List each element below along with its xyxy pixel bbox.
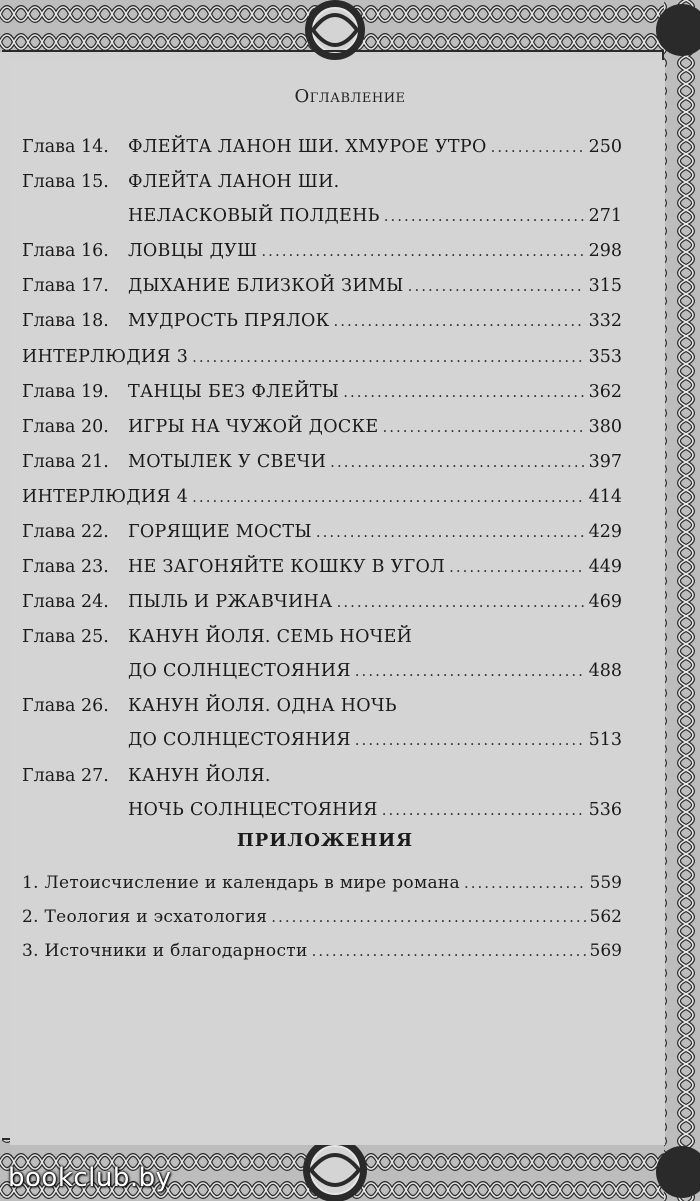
- toc-entry: [22, 689, 622, 757]
- toc-entry: [22, 585, 622, 619]
- chapter-title: НЕЛАСКОВЫЙ ПОЛДЕНЬ: [128, 206, 380, 227]
- dot-leader: [355, 654, 585, 688]
- toc-entry: [22, 375, 622, 409]
- toc-entry-line: [22, 585, 622, 619]
- toc-entry: [22, 759, 622, 827]
- dot-leader: [384, 199, 585, 233]
- appendix-entry: [22, 866, 622, 900]
- toc-entry-line: [22, 480, 622, 514]
- chapter-label: Глава 14.: [22, 137, 109, 157]
- dot-leader: [271, 900, 585, 934]
- toc-entry: [22, 340, 622, 374]
- chapter-title: ФЛЕЙТА ЛАНОН ШИ.: [128, 172, 340, 193]
- toc-entry-line: [22, 620, 622, 654]
- chapter-title: КАНУН ЙОЛЯ. ОДНА НОЧЬ: [128, 696, 397, 717]
- toc-entry-line: [22, 165, 622, 199]
- dot-leader: [343, 375, 584, 409]
- toc-entry-line: [22, 689, 622, 723]
- chapter-title: ГОРЯЩИЕ МОСТЫ: [128, 522, 312, 542]
- chapter-label: Глава 21.: [22, 451, 109, 472]
- chapter-label: Глава 23.: [22, 557, 109, 578]
- page-number: 414: [588, 486, 622, 507]
- dot-leader: [382, 410, 584, 444]
- toc-entry-line: [22, 723, 622, 757]
- dot-leader: [192, 480, 584, 514]
- toc-entry-line: [22, 234, 622, 268]
- page-number: 488: [588, 661, 622, 682]
- toc-heading: Оглавление: [294, 86, 406, 107]
- page-number: 250: [588, 137, 622, 157]
- toc-entry-line: [22, 130, 622, 164]
- chapter-title: ФЛЕЙТА ЛАНОН ШИ. ХМУРОЕ УТРО: [128, 137, 487, 157]
- dot-leader: [491, 130, 585, 164]
- toc-entry: [22, 620, 622, 688]
- dot-leader: [334, 304, 585, 338]
- chapter-title: МУДРОСТЬ ПРЯЛОК: [128, 311, 330, 332]
- toc-entry-line: [22, 654, 622, 688]
- chapter-title: КАНУН ЙОЛЯ.: [128, 765, 271, 786]
- dot-leader: [330, 445, 584, 479]
- toc-entry: [22, 445, 622, 479]
- chapter-title: НОЧЬ СОЛНЦЕСТОЯНИЯ: [128, 799, 378, 820]
- chapter-label: Глава 19.: [22, 381, 109, 402]
- chapter-label: Глава 26.: [22, 696, 109, 717]
- dot-leader: [192, 340, 584, 374]
- chapter-title: НЕ ЗАГОНЯЙТЕ КОШКУ В УГОЛ: [128, 557, 446, 578]
- page-number: 315: [588, 276, 622, 297]
- chapter-title: ПЫЛЬ И РЖАВЧИНА: [128, 592, 333, 613]
- appendix-title: 2. Теология и эсхатология: [22, 907, 268, 927]
- page-number: 562: [589, 907, 622, 927]
- toc-entry: [22, 304, 622, 338]
- page-number: 332: [588, 311, 622, 332]
- toc-entry-line: [22, 515, 622, 549]
- page-number: 397: [588, 451, 622, 472]
- toc-entry-line: [22, 410, 622, 444]
- chapter-title: ДЫХАНИЕ БЛИЗКОЙ ЗИМЫ: [128, 276, 404, 297]
- page-number: 380: [588, 416, 622, 437]
- chapter-label: Глава 22.: [22, 522, 109, 542]
- toc-entry-line: [22, 375, 622, 409]
- chapter-label: Глава 27.: [22, 765, 109, 786]
- appendix-heading: ПРИЛОЖЕНИЯ: [236, 830, 414, 851]
- appendix-entry: [22, 900, 622, 934]
- toc-entry: [22, 410, 622, 444]
- dot-leader: [316, 515, 585, 549]
- page-number: 469: [588, 592, 622, 613]
- page-number: 353: [588, 346, 622, 367]
- chapter-label: Глава 15.: [22, 172, 109, 193]
- appendix-title: 1. Летоисчисление и календарь в мире романа: [22, 873, 460, 893]
- chapter-title: ИНТЕРЛЮДИЯ 4: [22, 486, 189, 507]
- watermark: bookclub.by: [8, 1163, 172, 1193]
- dot-leader: [312, 934, 586, 968]
- appendix-title: 3. Источники и благодарности: [22, 941, 308, 961]
- page-number: 569: [589, 941, 622, 961]
- dot-leader: [449, 550, 585, 584]
- toc-entry: [22, 515, 622, 549]
- chapter-label: Глава 25.: [22, 627, 109, 648]
- page-number: 513: [588, 730, 622, 751]
- chapter-title: ДО СОЛНЦЕСТОЯНИЯ: [128, 730, 351, 751]
- toc-entry-line: [22, 199, 622, 233]
- dot-leader: [337, 585, 585, 619]
- toc-entry: [22, 234, 622, 268]
- toc-entry: [22, 165, 622, 233]
- chapter-title: ТАНЦЫ БЕЗ ФЛЕЙТЫ: [128, 381, 340, 402]
- toc-entry-line: [22, 550, 622, 584]
- chapter-label: Глава 24.: [22, 592, 109, 613]
- chapter-label: Глава 16.: [22, 241, 109, 262]
- chapter-title: ИНТЕРЛЮДИЯ 3: [22, 346, 189, 367]
- chapter-label: Глава 20.: [22, 416, 109, 437]
- dot-leader: [382, 793, 585, 827]
- page-number: 298: [588, 241, 622, 262]
- dot-leader: [408, 269, 585, 303]
- toc-entry-line: [22, 759, 622, 793]
- chapter-title: КАНУН ЙОЛЯ. СЕМЬ НОЧЕЙ: [128, 627, 413, 648]
- toc-entry-line: [22, 445, 622, 479]
- chapter-label: Глава 17.: [22, 276, 109, 297]
- chapter-title: ИГРЫ НА ЧУЖОЙ ДОСКЕ: [128, 416, 379, 437]
- chapter-title: МОТЫЛЕК У СВЕЧИ: [128, 451, 327, 472]
- page-number: 536: [588, 799, 622, 820]
- page-number: 362: [588, 381, 622, 402]
- toc-entry-line: [22, 793, 622, 827]
- toc-entry-line: [22, 304, 622, 338]
- appendix-entry: [22, 934, 622, 968]
- toc-entry: [22, 269, 622, 303]
- chapter-title: ЛОВЦЫ ДУШ: [128, 241, 258, 262]
- chapter-label: Глава 18.: [22, 311, 109, 332]
- toc-entry-line: [22, 269, 622, 303]
- dot-leader: [261, 234, 584, 268]
- page-number: 271: [588, 206, 622, 227]
- page-number: 449: [588, 557, 622, 578]
- toc-entry-line: [22, 340, 622, 374]
- chapter-title: ДО СОЛНЦЕСТОЯНИЯ: [128, 661, 351, 682]
- dot-leader: [464, 866, 586, 900]
- dot-leader: [355, 723, 585, 757]
- page-number: 429: [588, 522, 622, 542]
- toc-entry: [22, 130, 622, 164]
- toc-entry: [22, 550, 622, 584]
- toc-entry: [22, 480, 622, 514]
- page-number: 559: [589, 873, 622, 893]
